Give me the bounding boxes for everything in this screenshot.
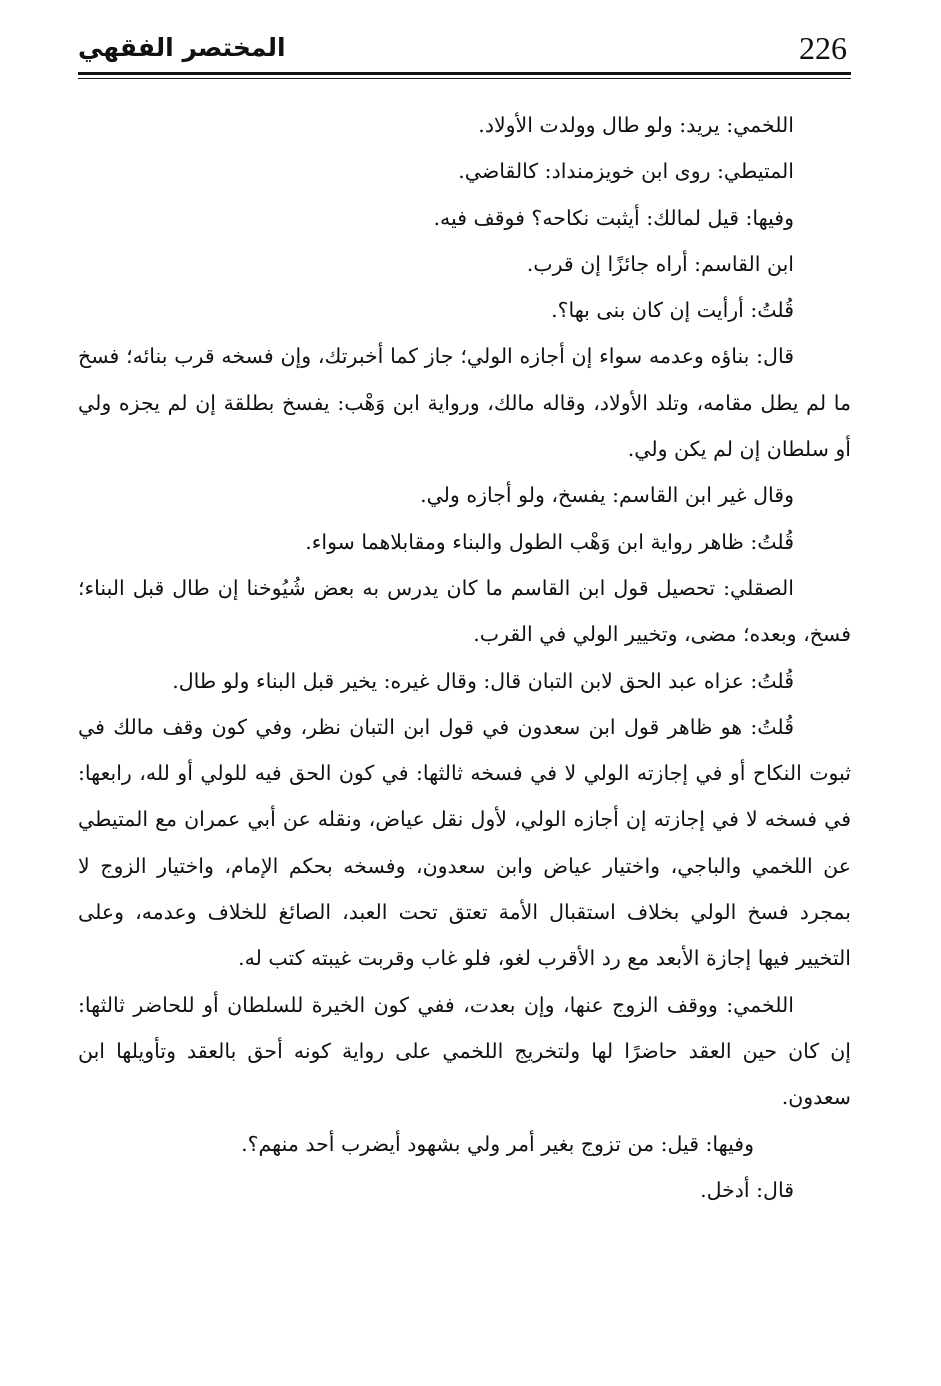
running-title: المختصر الفقهي: [78, 33, 286, 62]
header-rule-thick: [78, 72, 851, 75]
paragraph: اللخمي: ووقف الزوج عنها، وإن بعدت، ففي كون الخيرة للسلطان أو للحاضر ثالثها: إن كان حين العقد حاضرًا لها ولتخريج اللخمي على رواية كونه أحق بالعقد وتأويلها ابن سعدون.: [78, 992, 851, 1110]
paragraph: اللخمي: يريد: ولو طال وولدت الأولاد.: [478, 113, 794, 137]
paragraph: الصقلي: تحصيل قول ابن القاسم ما كان يدرس به بعض شُيُوخنا إن طال قبل البناء؛ فسخ، وبعده؛ مضى، وتخيير الولي في القرب.: [78, 575, 851, 647]
paragraph: وفيها: قيل: من تزوج بغير أمر ولي بشهود أيضرب أحد منهم؟.: [241, 1131, 754, 1156]
paragraph: وفيها: قيل لمالك: أيثبت نكاحه؟ فوقف فيه.: [433, 205, 794, 230]
page-header: [78, 28, 851, 72]
paragraph: المتيطي: روى ابن خويزمنداد: كالقاضي.: [458, 159, 794, 184]
paragraph: قُلتُ: هو ظاهر قول ابن سعدون في قول ابن التبان نظر، وفي كون وقف مالك في ثبوت النكاح أو في إجازته الولي لا في فسخه ثالثها: في كون الحق فيه للولي أو لله، رابعها: في فسخه لا في إجازته إن أجازه الولي، لأول نقل عياض، ونقله عن أبي عمران مع المتيطي عن اللخمي والباجي، واختيار عياض وابن سعدون، وفسخه بحكم الإمام، واختيار الزوج لا بمجرد فسخ الولي بخلاف استقبال الأمة تعتق تحت العبد، الصائغ للخلاف وعدمه، وعلى التخيير فيها إجازة الأبعد مع رد الأقرب لغو، فلو غاب وقربت غيبته كتب له.: [78, 714, 851, 971]
paragraph: وقال غير ابن القاسم: يفسخ، ولو أجازه ولي.: [420, 483, 794, 508]
header-rule-thin: [78, 78, 851, 79]
body-text: [78, 102, 851, 1213]
paragraph: ابن القاسم: أراه جائزًا إن قرب.: [526, 251, 794, 276]
paragraph: قال: أدخل.: [700, 1177, 794, 1202]
paragraph: قُلتُ: أرأيت إن كان بنى بها؟.: [551, 298, 794, 323]
page-number: 226: [799, 30, 847, 66]
paragraph: قال: بناؤه وعدمه سواء إن أجازه الولي؛ جاز كما أخبرتك، وإن فسخه قرب بنائه؛ فسخ ما لم يطل مقامه، وتلد الأولاد، وقاله مالك، ورواية ابن وَهْب: يفسخ بطلقة إن لم يجزه ولي أو سلطان إن لم يكن ولي.: [78, 344, 851, 462]
paragraph: قُلتُ: ظاهر رواية ابن وَهْب الطول والبناء ومقابلاهما سواء.: [305, 529, 794, 554]
paragraph: قُلتُ: عزاه عبد الحق لابن التبان قال: وقال غيره: يخير قبل البناء ولو طال.: [172, 668, 794, 693]
